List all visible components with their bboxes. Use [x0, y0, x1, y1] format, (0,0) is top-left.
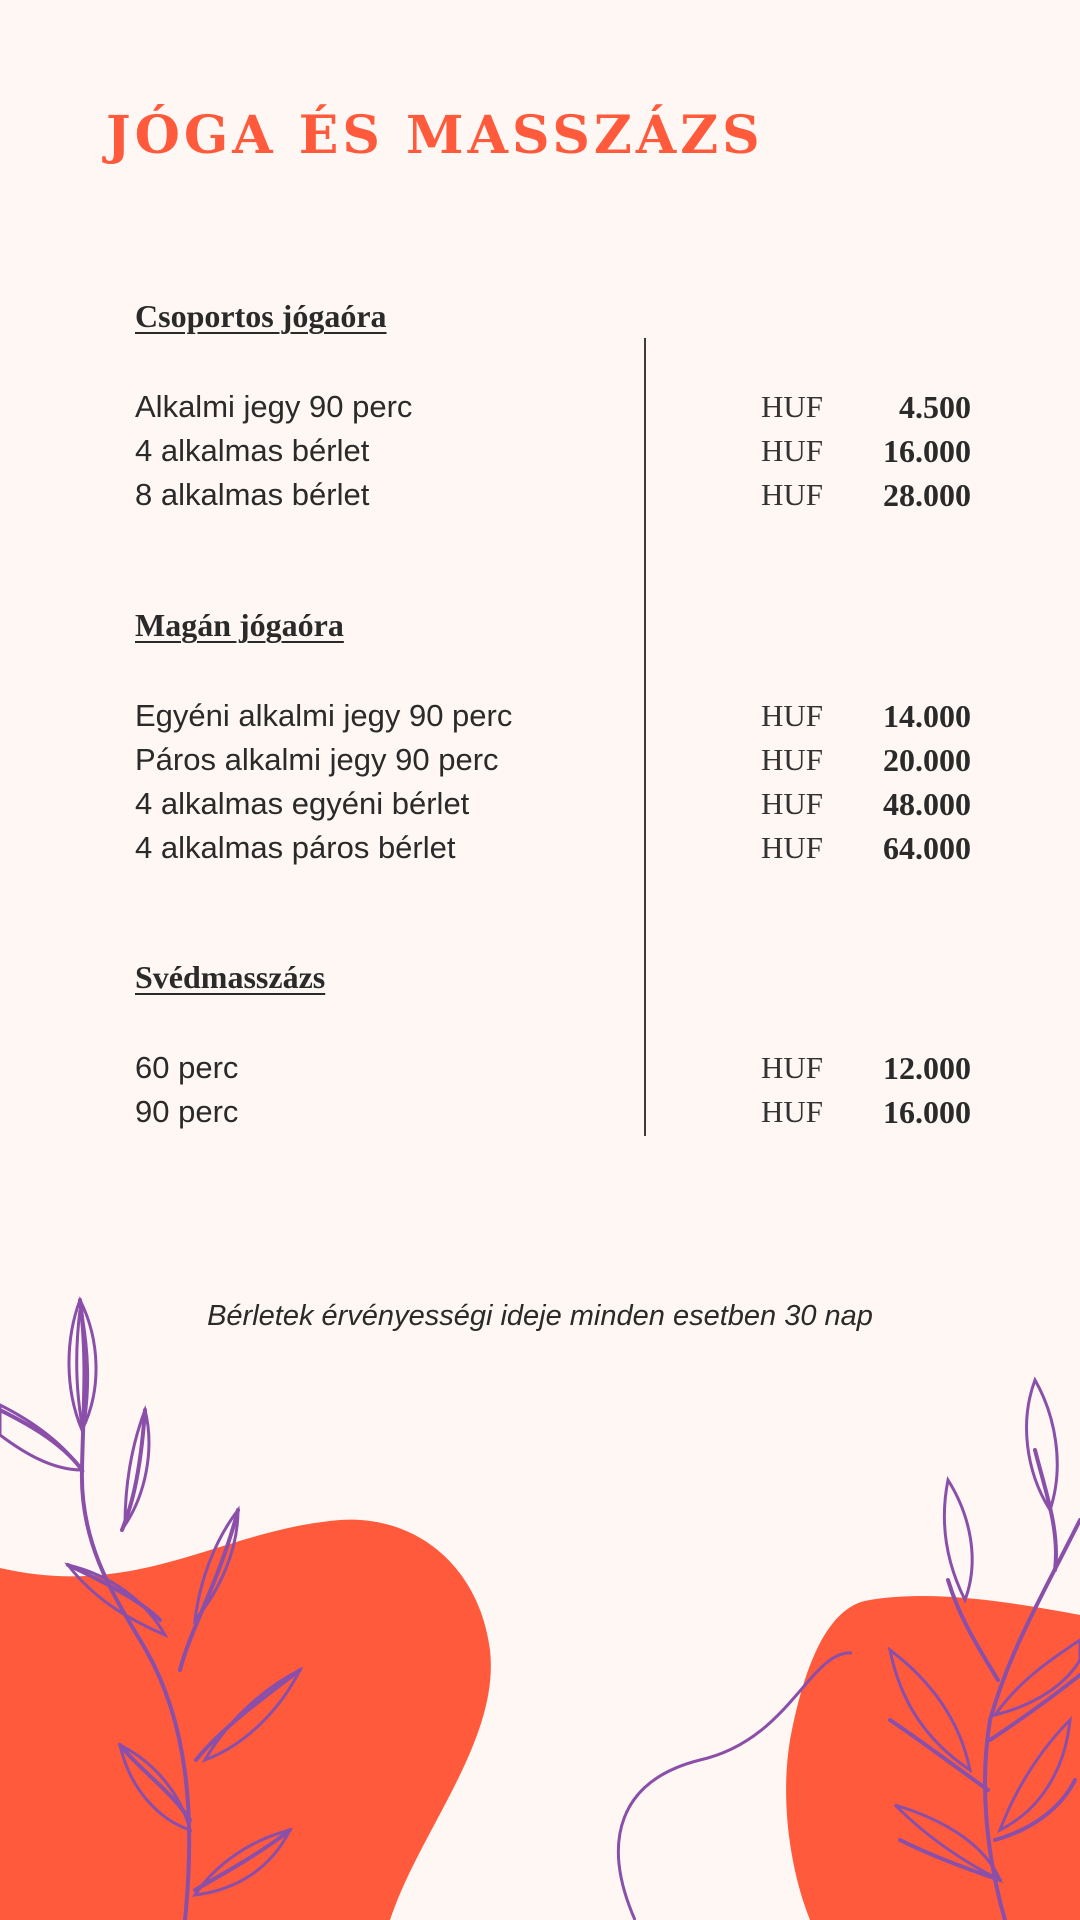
item-price: 64.000 — [883, 830, 971, 866]
item-currency: HUF — [761, 698, 824, 733]
price-row — [135, 385, 971, 429]
page-title: JÓGA ÉS MASSZÁZS — [106, 105, 764, 166]
item-label: 90 perc — [135, 1094, 239, 1129]
price-row — [135, 429, 971, 473]
item-price: 16.000 — [883, 433, 971, 469]
item-currency: HUF — [761, 830, 824, 865]
item-label: 4 alkalmas egyéni bérlet — [135, 786, 470, 821]
item-label: 4 alkalmas páros bérlet — [135, 830, 456, 865]
item-price: 14.000 — [883, 698, 971, 734]
price-row — [135, 1090, 971, 1134]
item-price: 20.000 — [883, 742, 971, 778]
item-currency: HUF — [761, 742, 824, 777]
item-currency: HUF — [761, 477, 824, 512]
item-currency: HUF — [761, 389, 824, 424]
item-currency: HUF — [761, 1050, 824, 1085]
item-label: Alkalmi jegy 90 perc — [135, 389, 413, 424]
item-label: 8 alkalmas bérlet — [135, 477, 370, 512]
item-price: 48.000 — [883, 786, 971, 822]
item-price: 16.000 — [883, 1094, 971, 1130]
price-row — [135, 738, 971, 782]
price-row — [135, 1046, 971, 1090]
item-currency: HUF — [761, 786, 824, 821]
item-label: 4 alkalmas bérlet — [135, 433, 370, 468]
item-price: 4.500 — [899, 389, 971, 425]
price-row — [135, 473, 971, 517]
item-price: 28.000 — [883, 477, 971, 513]
item-currency: HUF — [761, 1094, 824, 1129]
validity-note: Bérletek érvényességi ideje minden esetben 30 nap — [207, 1300, 873, 1332]
item-label: 60 perc — [135, 1050, 239, 1085]
item-price: 12.000 — [883, 1050, 971, 1086]
orange-blob-right — [786, 1596, 1080, 1920]
price-row — [135, 826, 971, 870]
price-row — [135, 694, 971, 738]
decorative-artwork — [0, 1180, 1080, 1920]
item-label: Páros alkalmi jegy 90 perc — [135, 742, 499, 777]
section-title-private-yoga: Magán jógaóra — [135, 607, 344, 643]
section-title-swedish-massage: Svédmasszázs — [135, 959, 326, 995]
item-label: Egyéni alkalmi jegy 90 perc — [135, 698, 513, 733]
item-currency: HUF — [761, 433, 824, 468]
section-title-group-yoga: Csoportos jógaóra — [135, 298, 387, 334]
price-row — [135, 782, 971, 826]
